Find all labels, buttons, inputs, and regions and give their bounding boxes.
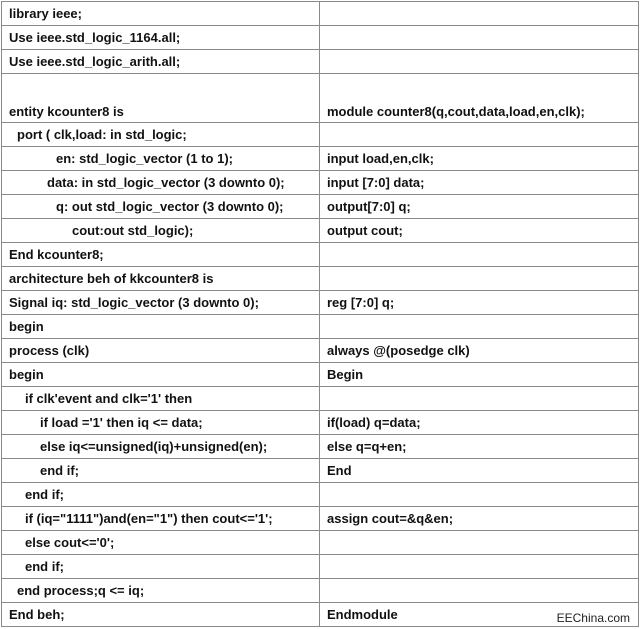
verilog-cell: output cout; <box>320 219 639 243</box>
table-row <box>2 603 639 627</box>
vhdl-cell: entity kcounter8 is <box>2 74 320 123</box>
vhdl-cell: end process;q <= iq; <box>2 579 320 603</box>
verilog-cell: output[7:0] q; <box>320 195 639 219</box>
vhdl-cell: Signal iq: std_logic_vector (3 downto 0); <box>2 291 320 315</box>
table-row <box>2 195 639 219</box>
vhdl-cell: library ieee; <box>2 2 320 26</box>
vhdl-cell: if (iq="1111")and(en="1") then cout<='1'; <box>2 507 320 531</box>
table-row <box>2 363 639 387</box>
verilog-cell <box>320 123 639 147</box>
verilog-cell <box>320 50 639 74</box>
table-row <box>2 50 639 74</box>
vhdl-cell: end if; <box>2 459 320 483</box>
verilog-cell <box>320 243 639 267</box>
verilog-cell <box>320 315 639 339</box>
verilog-cell: assign cout=&q&en; <box>320 507 639 531</box>
table-row <box>2 339 639 363</box>
vhdl-cell: if load ='1' then iq <= data; <box>2 411 320 435</box>
verilog-cell: always @(posedge clk) <box>320 339 639 363</box>
verilog-cell <box>320 579 639 603</box>
table-row <box>2 435 639 459</box>
table-row <box>2 26 639 50</box>
vhdl-cell: end if; <box>2 555 320 579</box>
verilog-cell: if(load) q=data; <box>320 411 639 435</box>
verilog-cell: input load,en,clk; <box>320 147 639 171</box>
table-row <box>2 579 639 603</box>
verilog-cell <box>320 531 639 555</box>
vhdl-cell: begin <box>2 363 320 387</box>
code-comparison-table <box>1 1 639 627</box>
table-row <box>2 243 639 267</box>
watermark: EEChina.com <box>556 611 630 625</box>
verilog-cell <box>320 387 639 411</box>
vhdl-cell: port ( clk,load: in std_logic; <box>2 123 320 147</box>
table-row <box>2 219 639 243</box>
verilog-cell <box>320 26 639 50</box>
table-row <box>2 291 639 315</box>
vhdl-cell: else iq<=unsigned(iq)+unsigned(en); <box>2 435 320 459</box>
verilog-cell <box>320 2 639 26</box>
table-row <box>2 267 639 291</box>
verilog-cell: End <box>320 459 639 483</box>
table-row <box>2 531 639 555</box>
vhdl-cell: q: out std_logic_vector (3 downto 0); <box>2 195 320 219</box>
vhdl-cell: end if; <box>2 483 320 507</box>
table-row <box>2 315 639 339</box>
verilog-cell <box>320 267 639 291</box>
verilog-cell: reg [7:0] q; <box>320 291 639 315</box>
table-body <box>2 2 639 627</box>
vhdl-cell: else cout<='0'; <box>2 531 320 555</box>
vhdl-cell: cout:out std_logic); <box>2 219 320 243</box>
verilog-cell: input [7:0] data; <box>320 171 639 195</box>
table-row <box>2 387 639 411</box>
vhdl-cell: begin <box>2 315 320 339</box>
vhdl-cell: process (clk) <box>2 339 320 363</box>
table-row <box>2 555 639 579</box>
verilog-cell: else q=q+en; <box>320 435 639 459</box>
verilog-cell <box>320 555 639 579</box>
vhdl-cell: Use ieee.std_logic_1164.all; <box>2 26 320 50</box>
table-row <box>2 123 639 147</box>
vhdl-cell: End beh; <box>2 603 320 627</box>
table-row <box>2 459 639 483</box>
verilog-cell <box>320 483 639 507</box>
verilog-cell: Endmodule <box>320 603 639 627</box>
table-row <box>2 2 639 26</box>
verilog-cell: module counter8(q,cout,data,load,en,clk); <box>320 74 639 123</box>
table-row <box>2 507 639 531</box>
table-row <box>2 171 639 195</box>
vhdl-cell: if clk'event and clk='1' then <box>2 387 320 411</box>
table-row <box>2 147 639 171</box>
table-row <box>2 411 639 435</box>
vhdl-cell: data: in std_logic_vector (3 downto 0); <box>2 171 320 195</box>
vhdl-cell: Use ieee.std_logic_arith.all; <box>2 50 320 74</box>
table-row <box>2 483 639 507</box>
table-row <box>2 74 639 123</box>
vhdl-cell: End kcounter8; <box>2 243 320 267</box>
vhdl-cell: architecture beh of kkcounter8 is <box>2 267 320 291</box>
verilog-cell: Begin <box>320 363 639 387</box>
vhdl-cell: en: std_logic_vector (1 to 1); <box>2 147 320 171</box>
